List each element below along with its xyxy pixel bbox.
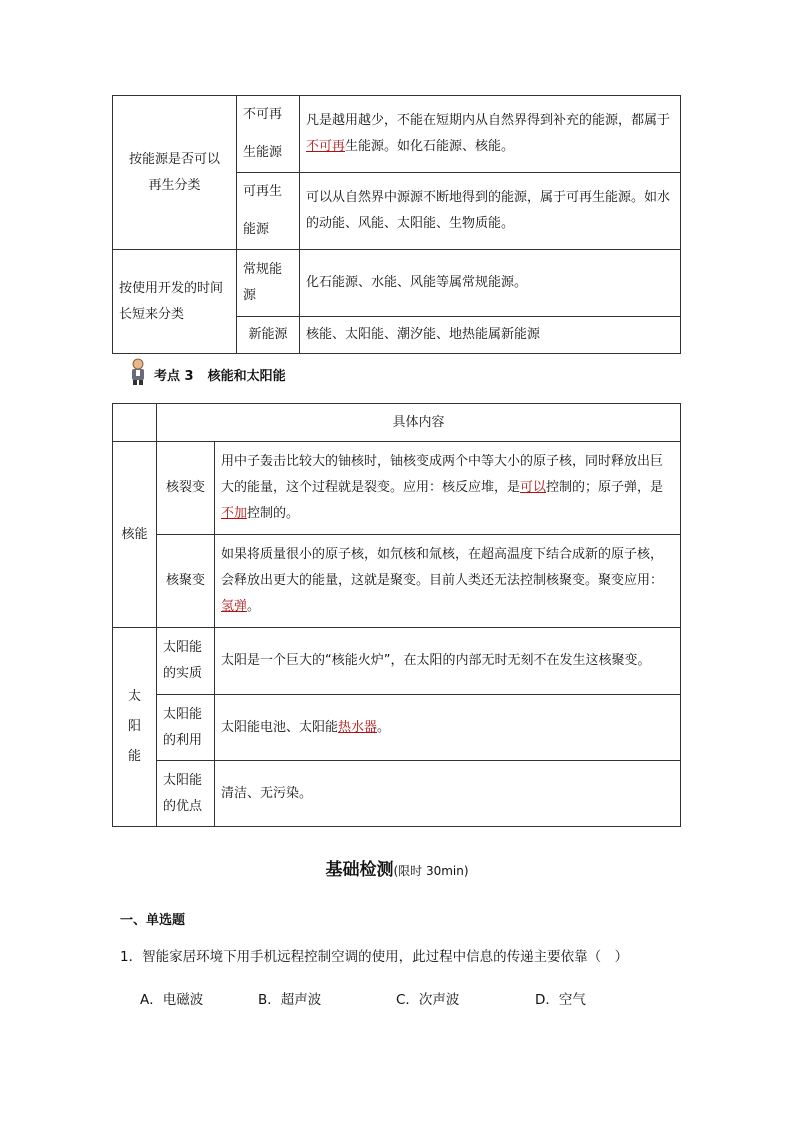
question-text: 1．智能家居环境下用手机远程控制空调的使用，此过程中信息的传递主要依靠（ ） [120,949,629,965]
subsection-heading: 一、单选题 [120,913,186,928]
desc-fission: 用中子轰击比较大的铀核时，铀核变成两个中等大小的原子核，同时释放出巨大的能量，这个过程就是裂变。应用：核反应堆，是可以控制的；原子弹，是不加控制的。 [215,442,681,535]
desc-new: 核能、太阳能、潮汐能、地热能属新能源 [300,317,681,354]
desc-conventional: 化石能源、水能、风能等属常规能源。 [300,250,681,317]
option-d[interactable]: D．空气 [535,992,586,1008]
teacher-icon [128,358,148,386]
group-label-development: 按使用开发的时间长短来分类 [113,250,237,354]
option-c[interactable]: C．次声波 [396,992,460,1008]
time-note: (限时 30min) [393,864,469,878]
type-renewable: 可再生能源 [237,173,300,250]
type-solar-essence: 太阳能的实质 [157,628,215,695]
group-label-renewable: 按能源是否可以再生分类 [113,96,237,250]
desc-nonrenewable: 凡是越用越少，不能在短期内从自然界得到补充的能源，都属于不可再生能源。如化石能源、核能。 [300,96,681,173]
option-b[interactable]: B．超声波 [258,992,322,1008]
group-label-nuclear: 核能 [113,442,157,628]
key-answer: 氢弹 [221,599,248,614]
kaodian-label: 考点 3 [154,369,194,384]
key-answer: 热水器 [338,719,378,735]
header-content: 具体内容 [157,404,681,442]
desc-fusion: 如果将质量很小的原子核，如氘核和氚核，在超高温度下结合成新的原子核，会释放出更大的能量，这就是聚变。目前人类还无法控制核聚变。聚变应用：氢弹。 [215,535,681,628]
option-a[interactable]: A．电磁波 [140,992,204,1008]
kaodian-heading [128,356,286,386]
kaodian-title: 核能和太阳能 [207,369,286,384]
desc-solar-use: 太阳能电池、太阳能热水器。 [215,695,681,761]
key-answer: 不可再 [306,139,346,154]
group-label-solar: 太阳能 [113,628,157,827]
section-title: 基础检测(限时 30min) [325,860,469,880]
header-empty [113,404,157,442]
type-fission: 核裂变 [157,442,215,535]
desc-solar-essence: 太阳是一个巨大的“核能火炉”，在太阳的内部无时无刻不在发生这核聚变。 [215,628,681,695]
type-nonrenewable: 不可再生能源 [237,96,300,173]
type-solar-advantage: 太阳能的优点 [157,761,215,827]
type-conventional: 常规能源 [237,250,300,317]
energy-classification-table [112,95,681,354]
desc-solar-advantage: 清洁、无污染。 [215,761,681,827]
nuclear-solar-table [112,403,681,827]
key-answer: 可以 [520,480,547,495]
type-solar-use: 太阳能的利用 [157,695,215,761]
key-answer: 不加 [221,506,248,521]
type-new: 新能源 [237,317,300,354]
desc-renewable: 可以从自然界中源源不断地得到的能源，属于可再生能源。如水的动能、风能、太阳能、生物质能。 [300,173,681,250]
type-fusion: 核聚变 [157,535,215,628]
